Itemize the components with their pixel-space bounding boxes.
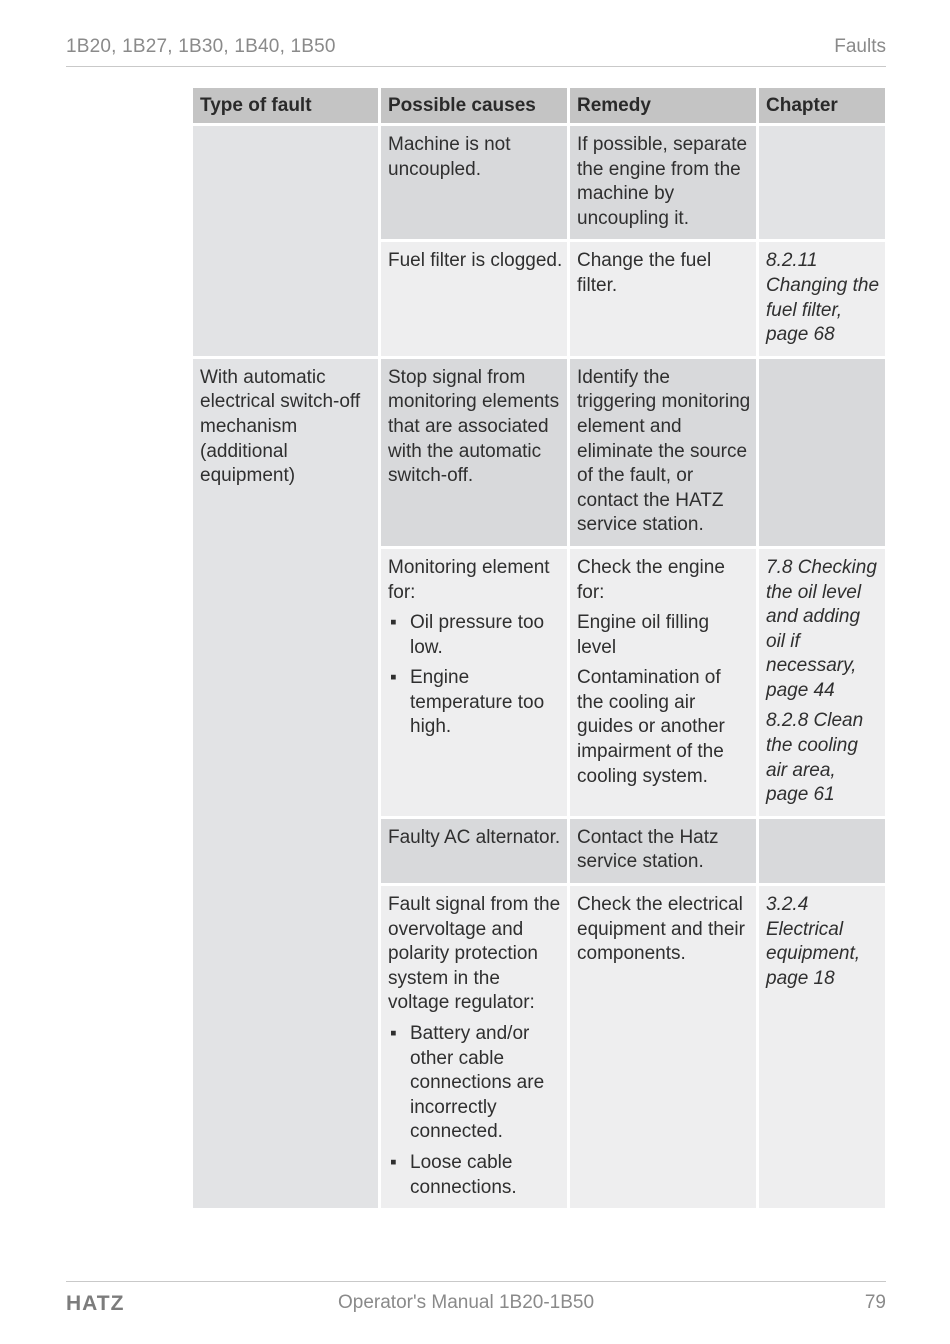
list-item xyxy=(388,1151,563,1200)
remedy-cell: If possible, separate the engine from the machine by uncoupling it. xyxy=(570,126,759,242)
bullet-text: Battery and/or other cable connections are incorrectly connected. xyxy=(410,1023,545,1143)
type-of-fault-cell xyxy=(193,126,381,359)
page-footer xyxy=(66,1281,886,1322)
bullet-icon: ▪ xyxy=(390,1151,397,1173)
bullet-icon: ▪ xyxy=(390,612,397,634)
remedy-item: Contamination of the cooling air guides or another impairment of the cooling system. xyxy=(577,667,725,787)
cause-cell xyxy=(381,549,570,819)
table-row xyxy=(193,126,885,242)
chapter-link[interactable]: 8.2.11 Changing the fuel filter, page 68 xyxy=(759,242,885,358)
brand-logo: HATZ xyxy=(66,1292,125,1315)
header-models: 1B20, 1B27, 1B30, 1B40, 1B50 xyxy=(66,36,336,57)
table-header-row xyxy=(193,88,885,126)
remedy-cell: Contact the Hatz service station. xyxy=(570,819,759,886)
chapter-link[interactable]: 3.2.4 Electrical equipment, page 18 xyxy=(759,886,885,1211)
column-header-type: Type of fault xyxy=(193,88,381,126)
header-section: Faults xyxy=(834,36,886,57)
list-item xyxy=(388,666,563,740)
remedy-cell: Identify the triggering monitoring element and eliminate the source of the fault, or contact the HATZ service station. xyxy=(570,359,759,549)
faults-table xyxy=(193,88,885,1211)
bullet-text: Loose cable connections. xyxy=(410,1151,517,1198)
cause-cell: Machine is not uncoupled. xyxy=(381,126,570,242)
remedy-cell: Check the electrical equipment and their components. xyxy=(570,886,759,1211)
remedy-cell: Change the fuel filter. xyxy=(570,242,759,358)
remedy-text: Check the engine for: xyxy=(577,556,725,603)
list-item xyxy=(388,611,563,660)
chapter-link[interactable]: 8.2.8 Clean the cooling air area, page 61 xyxy=(766,710,864,806)
list-item xyxy=(388,1022,563,1145)
remedy-item: Engine oil filling level xyxy=(577,612,710,658)
chapter-cell xyxy=(759,819,885,886)
remedy-cell xyxy=(570,549,759,819)
manual-title: Operator's Manual 1B20-1B50 xyxy=(338,1292,595,1313)
page-header xyxy=(66,34,886,67)
chapter-cell xyxy=(759,126,885,242)
cause-cell xyxy=(381,886,570,1211)
chapter-link[interactable]: 7.8 Checking the oil level and adding oil if necessary, page 44 xyxy=(766,556,877,701)
table-row xyxy=(193,359,885,549)
bullet-icon: ▪ xyxy=(390,1023,397,1044)
column-header-chapter: Chapter xyxy=(759,88,885,126)
bullet-icon: ▪ xyxy=(390,667,397,689)
bullet-text: Engine temperature too high. xyxy=(410,667,545,738)
cause-cell: Stop signal from monitoring elements that are associated with the automatic switch-off. xyxy=(381,359,570,549)
cause-cell: Fuel filter is clogged. xyxy=(381,242,570,358)
column-header-causes: Possible causes xyxy=(381,88,570,126)
cause-cell: Faulty AC alternator. xyxy=(381,819,570,886)
column-header-remedy: Remedy xyxy=(570,88,759,126)
cause-text: Fault signal from the overvoltage and polarity protection system in the voltage regulator: xyxy=(388,894,561,1014)
type-of-fault-cell: With automatic electrical switch-off mechanism (additional equipment) xyxy=(193,359,381,1211)
chapter-cell xyxy=(759,549,885,819)
cause-text: Monitoring element for: xyxy=(388,556,550,603)
page-number: 79 xyxy=(864,1292,886,1313)
chapter-cell xyxy=(759,359,885,549)
bullet-text: Oil pressure too low. xyxy=(410,612,545,658)
